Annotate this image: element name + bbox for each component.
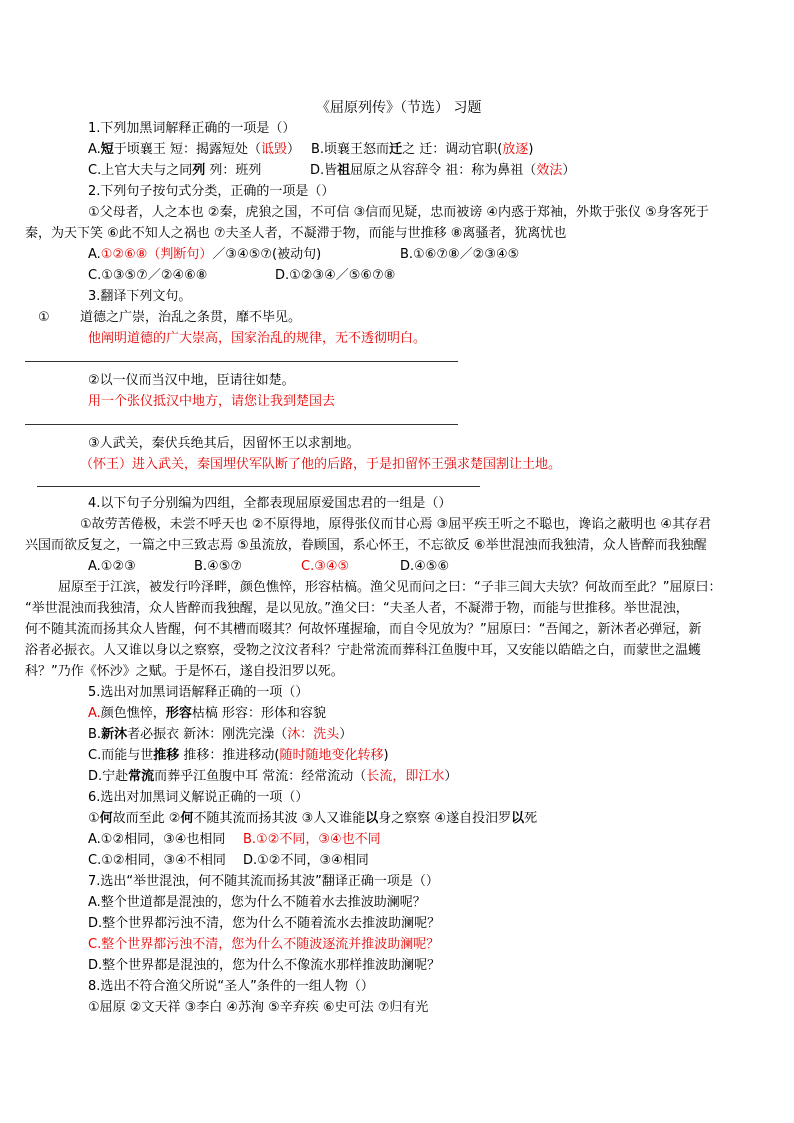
q4-stem: 4.以下句子分别编为四组，全都表现屈原爱国忠君的一组是（） (88, 496, 452, 511)
passage-line-2: “举世混浊而我独清，众人皆醉而我独醒，是以见放。”渔父曰：“夫圣人者，不凝滞于物，而能与世推移。举世混浊， (25, 601, 689, 616)
q1-option-c: C.上官大夫与之同列 列：班列 (88, 163, 262, 178)
q6-option-d: D.①②不同，③④相同 (243, 853, 369, 868)
q2-stem: 2.下列句子按句式分类，正确的一项是（） (88, 184, 335, 199)
q5-answer-c: 随时随地变化转移 (279, 748, 384, 763)
q4-option-c-answer: C.③④⑤ (301, 559, 350, 574)
passage-line-4: 浴者必振衣。人又谁以身以之察察，受物之汶汶者科？宁赴常流而葬科江鱼腹中耳，又安能以皓皓之白，而蒙世之温蠖 (25, 643, 702, 658)
passage-line-3: 何不随其流而扬其众人皆醒，何不其槽而啜其？何故怀瑾握瑜，而自令见放为？”屈原曰：“吾闻之，新沐者必弹冠，新 (25, 622, 702, 637)
q8-stem: 8.选出不符合渔父所说“圣人”条件的一组人物（） (88, 979, 374, 994)
q3-sentence-1: 道德之广崇，治乱之条贯，靡不毕见。 (80, 310, 302, 325)
q3-sentence-3: ③人武关，秦伏兵绝其后，因留怀王以求割地。 (88, 436, 360, 451)
q7-option-b: D.整个世界都污浊不清，您为什么不随着流水去推波助澜呢？ (88, 916, 441, 931)
q2-sentences-line2: 秦，为天下笑 ⑥此不知人之祸也 ⑦夫圣人者，不凝滞于物，而能与世推移 ⑧离骚者，犹离忧也 (25, 226, 567, 241)
q7-stem: 7.选出“举世混浊，何不随其流而扬其波”翻译正确一项是（） (88, 874, 439, 889)
q8-options: ①屈原 ②文天祥 ③李白 ④苏洵 ⑤辛弃疾 ⑥史可法 ⑦归有光 (88, 1000, 429, 1015)
q5-option-a: A.颜色憔悴，形容枯槁 形容：形体和容貌 (88, 706, 326, 721)
q5-stem: 5.选出对加黑词语解释正确的一项（） (88, 685, 309, 700)
q1-option-b: B.顷襄王怒而迁之 迁：调动官职(放逐) (311, 142, 534, 157)
q4-sentences-line2: 兴国而欲反复之，一篇之中三致志焉 ⑤虽流放，眷顾国，系心怀王，不忘欲反 ⑥举世混浊而我独清，众人皆醉而我独醒 (25, 538, 707, 553)
q7-option-c-answer: C.整个世界都污浊不清，您为什么不随波逐流并推波助澜呢？ (88, 937, 440, 952)
q1-answer-a: 诋毁 (260, 142, 287, 157)
q3-sentence-2: ②以一仪而当汉中地，臣请往如楚。 (88, 373, 295, 388)
q6-option-c: C.①②相同，③④不相同 (88, 853, 226, 868)
q5-answer-b: 沐：洗头 (287, 727, 340, 742)
q4-sentences-line1: ①故劳苦倦极，未尝不呼天也 ②不原得地，原得张仪而甘心焉 ③屈平疾王听之不聪也，谗谄之蔽明也 ④其存君 (80, 517, 712, 532)
q2-option-d: D.①②③④／⑤⑥⑦⑧ (275, 268, 396, 283)
q1-answer-d: 效法 (536, 163, 563, 178)
q3-stem: 3.翻译下列文句。 (88, 289, 192, 304)
q1-option-a: A.短于顷襄王 短：揭露短处（诋毁） (88, 142, 300, 157)
q1-stem: 1.下列加黑词解释正确的一项是（） (88, 121, 296, 136)
q5-option-d: D.宁赴常流而葬乎江鱼腹中耳 常流：经常流动（长流，即江水） (88, 769, 458, 784)
answer-line-1 (25, 361, 458, 362)
q5-option-b: B.新沐者必振衣 新沐：刚洗完澡（沐：洗头） (88, 727, 353, 742)
q6-sentences: ①何故而至此 ②何不随其流而扬其波 ③人又谁能以身之察察 ④遂自投汨罗以死 (88, 811, 538, 826)
passage-line-5: 科？”乃作《怀沙》之赋。于是怀石，遂自投汨罗以死。 (25, 664, 344, 679)
q2-answer-a: ①②⑥⑧（判断句） (100, 247, 213, 262)
q3-s1-number: ① (38, 310, 50, 325)
q2-option-a: A.①②⑥⑧（判断句）／③④⑤⑦(被动句) (88, 247, 322, 262)
answer-line-2 (25, 424, 458, 425)
q5-answer-d: 长流，即江水 (366, 769, 445, 784)
q5-option-c: C.而能与世推移 推移：推进移动(随时随地变化转移) (88, 748, 389, 763)
q2-sentences-line1: ①父母者，人之本也 ②秦，虎狼之国，不可信 ③信而见疑，忠而被谤 ④内惑于郑袖，外欺于张仪 ⑤身客死于 (88, 205, 709, 220)
q6-option-b-answer: B.①②不同，③④也不同 (243, 832, 381, 847)
q1-option-d: D.皆祖屈原之从容辞令 祖：称为鼻祖（效法） (310, 163, 576, 178)
q4-option-d: D.④⑤⑥ (400, 559, 450, 574)
passage-line-1: 屈原至于江滨，被发行吟泽畔，颜色憔悴，形容枯槁。渔父见而问之曰：“子非三闾大夫欤？何故而至此？”屈原曰： (58, 580, 722, 595)
answer-line-3 (37, 486, 480, 487)
q4-option-a: A.①②③ (88, 559, 136, 574)
q6-option-a: A.①②相同，③④也相同 (88, 832, 226, 847)
q1-answer-b: 放逐 (502, 142, 529, 157)
q3-answer-1: 他阐明道德的广大崇高，国家治乱的规律，无不透彻明白。 (88, 331, 427, 346)
q6-stem: 6.选出对加黑词义解说正确的一项（） (88, 790, 309, 805)
q2-option-c: C.①③⑤⑦／②④⑥⑧ (88, 268, 208, 283)
q7-option-a: A.整个世道都是混浊的，您为什么不随着水去推波助澜呢？ (88, 895, 426, 910)
q3-answer-2: 用一个张仪抵汉中地方，请您让我到楚国去 (88, 394, 336, 409)
q4-option-b: B.④⑤⑦ (194, 559, 243, 574)
q2-option-b: B.①⑥⑦⑧／②③④⑤ (400, 247, 520, 262)
page-title: 《屈原列传》（节选） 习题 (316, 100, 482, 116)
q3-answer-3: （怀王）进入武关，秦国埋伏军队断了他的后路，于是扣留怀王强求楚国割让土地。 (80, 457, 562, 472)
q7-option-d: D.整个世界都是混浊的，您为什么不像流水那样推波助澜呢？ (88, 958, 441, 973)
